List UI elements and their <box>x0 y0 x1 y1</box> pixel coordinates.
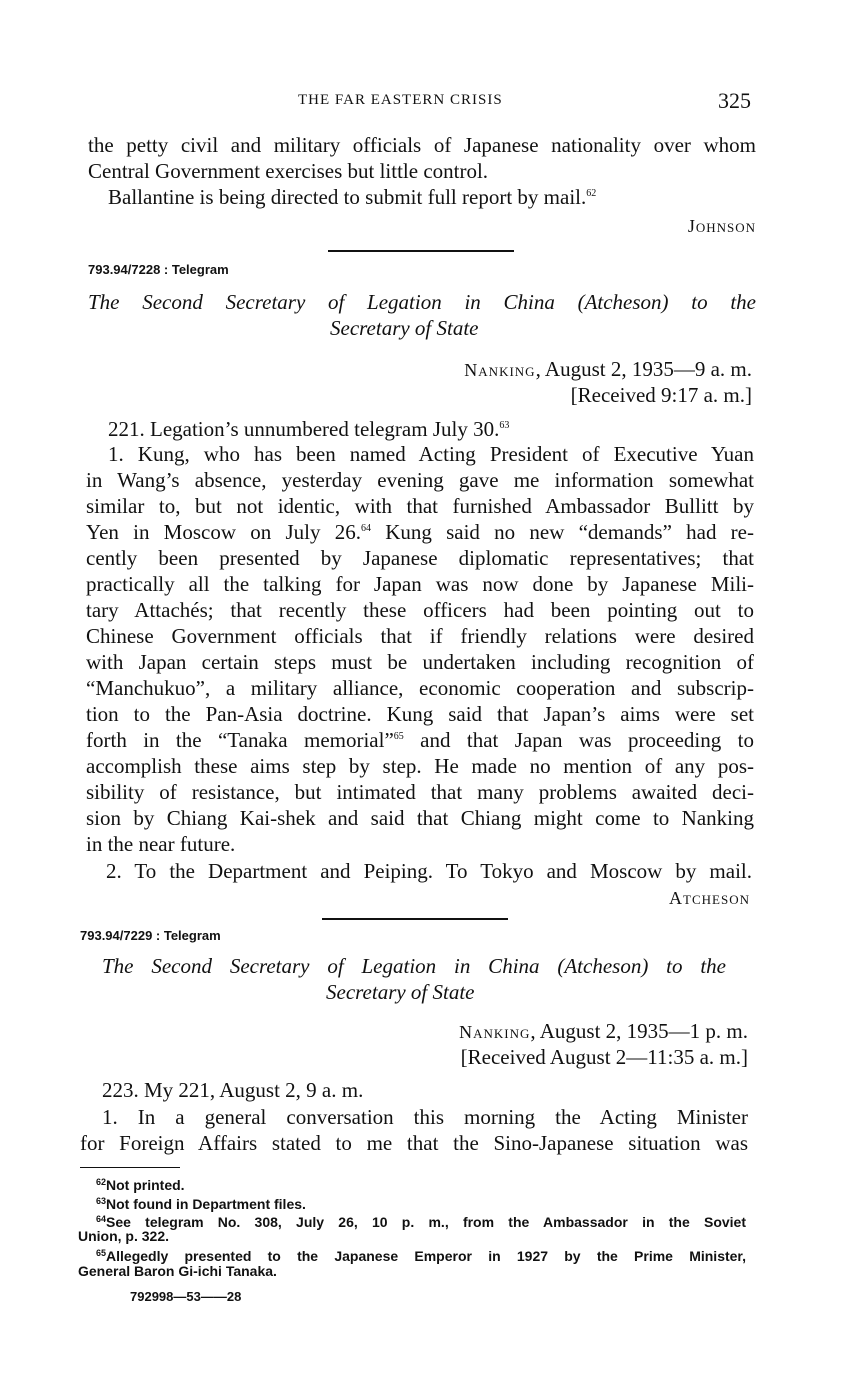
body-line: tary Attachés; that recently these officers had been pointing out to <box>86 598 754 622</box>
footnote-ref: 62 <box>586 188 597 199</box>
body-line: 1. Kung, who has been named Acting President of Executive Yuan <box>108 442 754 466</box>
signature: Atcheson <box>669 888 750 908</box>
body-line: Chinese Government officials that if friendly relations were desired <box>86 624 754 648</box>
file-number: 793.94/7228 : Telegram <box>88 262 229 277</box>
dateline <box>459 1018 748 1045</box>
body-line: for Foreign Affairs stated to me that the Sino-Japanese situation was <box>80 1131 748 1155</box>
body-line: Central Government exercises but little control. <box>88 159 489 183</box>
page-number: 325 <box>718 88 751 113</box>
footnote-text: Not found in Department files. <box>106 1196 306 1212</box>
date-text: , August 2, 1935—9 a. m. <box>535 357 752 381</box>
place-name: Nanking <box>464 360 536 380</box>
body-line: practically all the talking for Japan was now done by Japanese Mili- <box>86 572 754 596</box>
body-line: “Manchukuo”, a military alliance, economic cooperation and subscrip- <box>86 676 754 700</box>
dateline <box>464 356 752 383</box>
body-text: forth in the “Tanaka memorial” <box>86 728 394 752</box>
received-line: [Received August 2—11:35 a. m.] <box>460 1045 748 1069</box>
body-line: cently been presented by Japanese diplomatic representatives; that <box>86 546 754 570</box>
body-line: similar to, but not identic, with that furnished Ambassador Bullitt by <box>86 494 754 518</box>
body-line: the petty civil and military officials of Japanese nationality over whom <box>88 133 756 157</box>
doc-title: Secretary of State <box>330 316 479 340</box>
footnote <box>96 1197 306 1211</box>
footnote <box>96 1249 746 1263</box>
place-name: Nanking <box>459 1022 531 1042</box>
signature: Johnson <box>687 216 756 236</box>
body-line: sibility of resistance, but intimated that many problems awaited deci- <box>86 780 754 804</box>
printer-mark: 792998—53——28 <box>130 1289 242 1304</box>
body-line <box>86 519 754 545</box>
doc-title: Secretary of State <box>326 980 475 1004</box>
date-text: , August 2, 1935—1 p. m. <box>530 1019 748 1043</box>
received-line: [Received 9:17 a. m.] <box>570 383 752 407</box>
body-line: 2. To the Department and Peiping. To Tokyo and Moscow by mail. <box>106 859 752 883</box>
doc-title: The Second Secretary of Legation in China (Atcheson) to the <box>102 954 726 978</box>
section-divider <box>328 250 514 252</box>
body-text: and that Japan was proceeding to <box>403 728 754 752</box>
body-text: Ballantine is being directed to submit full report by mail. <box>108 185 587 209</box>
file-number: 793.94/7229 : Telegram <box>80 928 221 943</box>
footnote <box>96 1215 746 1229</box>
running-title: THE FAR EASTERN CRISIS <box>298 92 503 108</box>
footnote <box>96 1178 185 1192</box>
footnote-ref: 63 <box>499 420 510 431</box>
footnote-mark: 65 <box>96 1248 107 1258</box>
footnote-ref: 64 <box>360 523 371 534</box>
body-line: 223. My 221, August 2, 9 a. m. <box>102 1078 364 1102</box>
footnote-text: See telegram No. 308, July 26, 10 p. m., from the Ambassador in the Soviet <box>106 1214 746 1230</box>
footnote-ref: 65 <box>393 731 404 742</box>
footnote-mark: 63 <box>96 1196 107 1206</box>
body-line: with Japan certain steps must be undertaken including recognition of <box>86 650 754 674</box>
footnote-mark: 62 <box>96 1177 107 1187</box>
footnote-continuation: Union, p. 322. <box>78 1228 170 1244</box>
body-line: 1. In a general conversation this morning the Acting Minister <box>102 1105 748 1129</box>
footnote-continuation: General Baron Gi-ichi Tanaka. <box>78 1263 277 1279</box>
body-text: 221. Legation’s unnumbered telegram July 30. <box>108 417 500 441</box>
body-line <box>108 184 596 210</box>
body-text: Yen in Moscow on July 26. <box>86 520 361 544</box>
footnote-rule <box>80 1167 180 1168</box>
footnote-text: Not printed. <box>106 1177 185 1193</box>
doc-title: The Second Secretary of Legation in China (Atcheson) to the <box>88 290 756 314</box>
body-text: Kung said no new “demands” had re- <box>370 520 754 544</box>
body-line: sion by Chiang Kai-shek and said that Chiang might come to Nanking <box>86 806 754 830</box>
body-line: in the near future. <box>86 832 236 856</box>
section-divider <box>322 918 508 920</box>
footnote-mark: 64 <box>96 1214 107 1224</box>
footnote-text: Allegedly presented to the Japanese Emperor in 1927 by the Prime Minister, <box>106 1248 746 1264</box>
body-line <box>108 416 509 442</box>
body-line: tion to the Pan-Asia doctrine. Kung said that Japan’s aims were set <box>86 702 754 726</box>
body-line: in Wang’s absence, yesterday evening gave me information somewhat <box>86 468 754 492</box>
body-line <box>86 727 754 753</box>
body-line: accomplish these aims step by step. He made no mention of any pos- <box>86 754 754 778</box>
